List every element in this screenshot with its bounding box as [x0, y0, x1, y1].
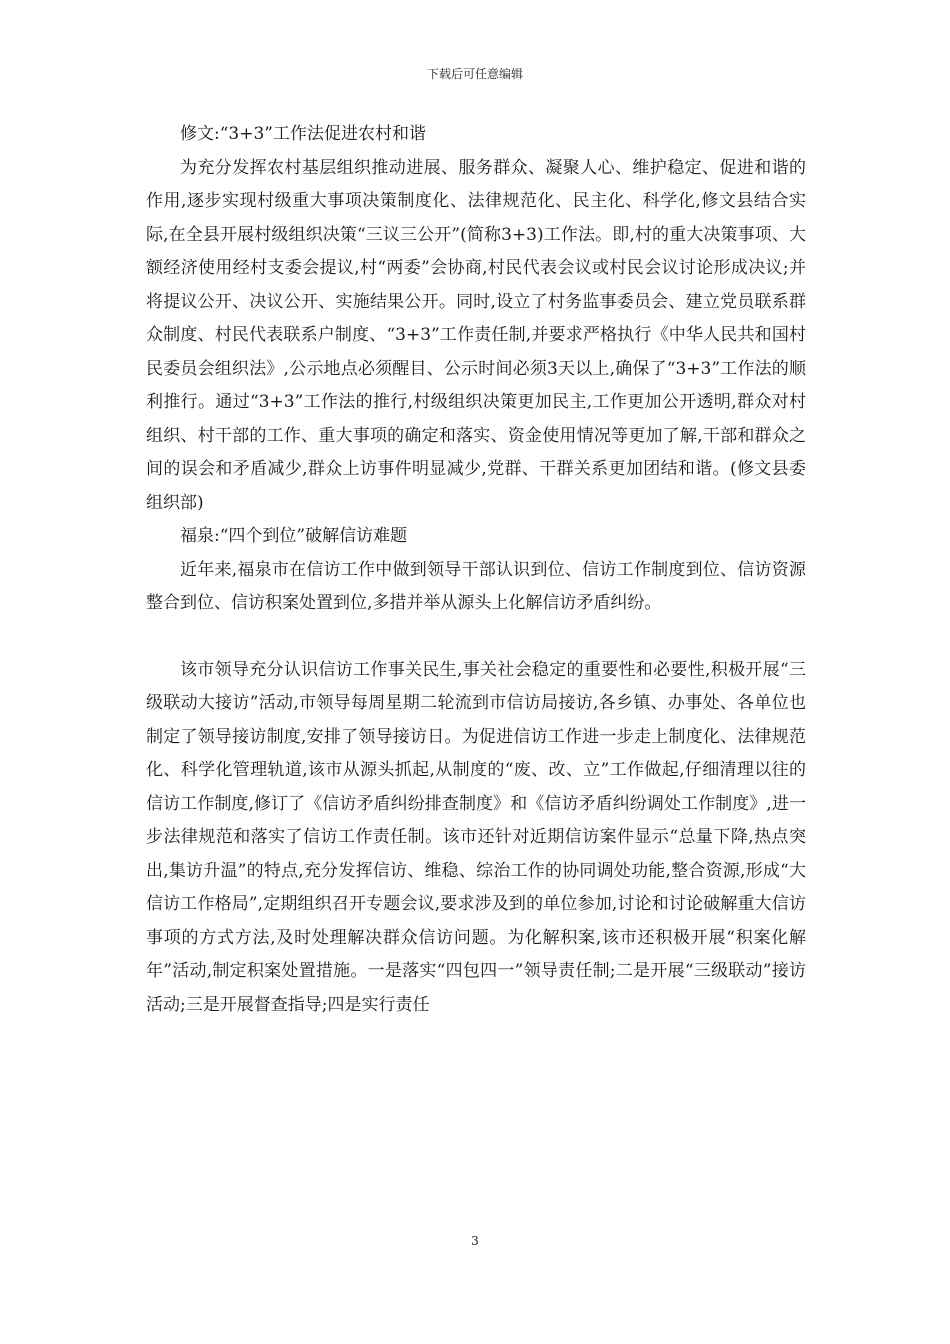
document-body [146, 118, 806, 1022]
paragraph-gap [146, 621, 806, 654]
paragraph-fuquan-body: 该市领导充分认识信访工作事关民生,事关社会稳定的重要性和必要性,积极开展“三级联动大接访”活动,市领导每周星期二轮流到市信访局接访,各乡镇、办事处、各单位也制定了领导接访制度,安排了领导接访日。为促进信访工作进一步走上制度化、法律规范化、科学化管理轨道,该市从源头抓起,从制度的“废、改、立”工作做起,仔细清理以往的信访工作制度,修订了《信访矛盾纠纷排查制度》和《信访矛盾纠纷调处工作制度》,进一步法律规范和落实了信访工作责任制。该市还针对近期信访案件显示“总量下降,热点突出,集访升温”的特点,充分发挥信访、维稳、综治工作的协同调处功能,整合资源,形成“大信访工作格局”,定期组织召开专题会议,要求涉及到的单位参加,讨论和讨论破解重大信访事项的方式方法,及时处理解决群众信访问题。为化解积案,该市还积极开展“积案化解年”活动,制定积案处置措施。一是落实“四包四一”领导责任制;二是开展“三级联动”接访活动;三是开展督查指导;四是实行责任 [146, 659, 806, 1015]
page-header: 下载后可任意编辑 [426, 67, 523, 81]
section-title-xiuwen: 修文:“3+3”工作法促进农村和谐 [180, 124, 426, 144]
page-number: 3 [471, 1234, 479, 1248]
section-title-fuquan: 福泉:“四个到位”破解信访难题 [180, 526, 408, 546]
paragraph-xiuwen: 为充分发挥农村基层组织推动进展、服务群众、凝聚人心、维护稳定、促进和谐的作用,逐步实现村级重大事项决策制度化、法律规范化、民主化、科学化,修文县结合实际,在全县开展村级组织决策“三议三公开”(简称3+3)工作法。即,村的重大决策事项、大额经济使用经村支委会提议,村“两委”会协商,村民代表会议或村民会议讨论形成决议;并将提议公开、决议公开、实施结果公开。同时,设立了村务监事委员会、建立党员联系群众制度、村民代表联系户制度、“3+3”工作责任制,并要求严格执行《中华人民共和国村民委员会组织法》,公示地点必须醒目、公示时间必须3天以上,确保了“3+3”工作法的顺利推行。通过“3+3”工作法的推行,村级组织决策更加民主,工作更加公开透明,群众对村组织、村干部的工作、重大事项的确定和落实、资金使用情况等更加了解,干部和群众之间的误会和矛盾减少,群众上访事件明显减少,党群、干群关系更加团结和谐。(修文县委组织部) [146, 157, 806, 513]
paragraph-fuquan-intro: 近年来,福泉市在信访工作中做到领导干部认识到位、信访工作制度到位、信访资源整合到位、信访积案处置到位,多措并举从源头上化解信访矛盾纠纷。 [146, 559, 806, 613]
